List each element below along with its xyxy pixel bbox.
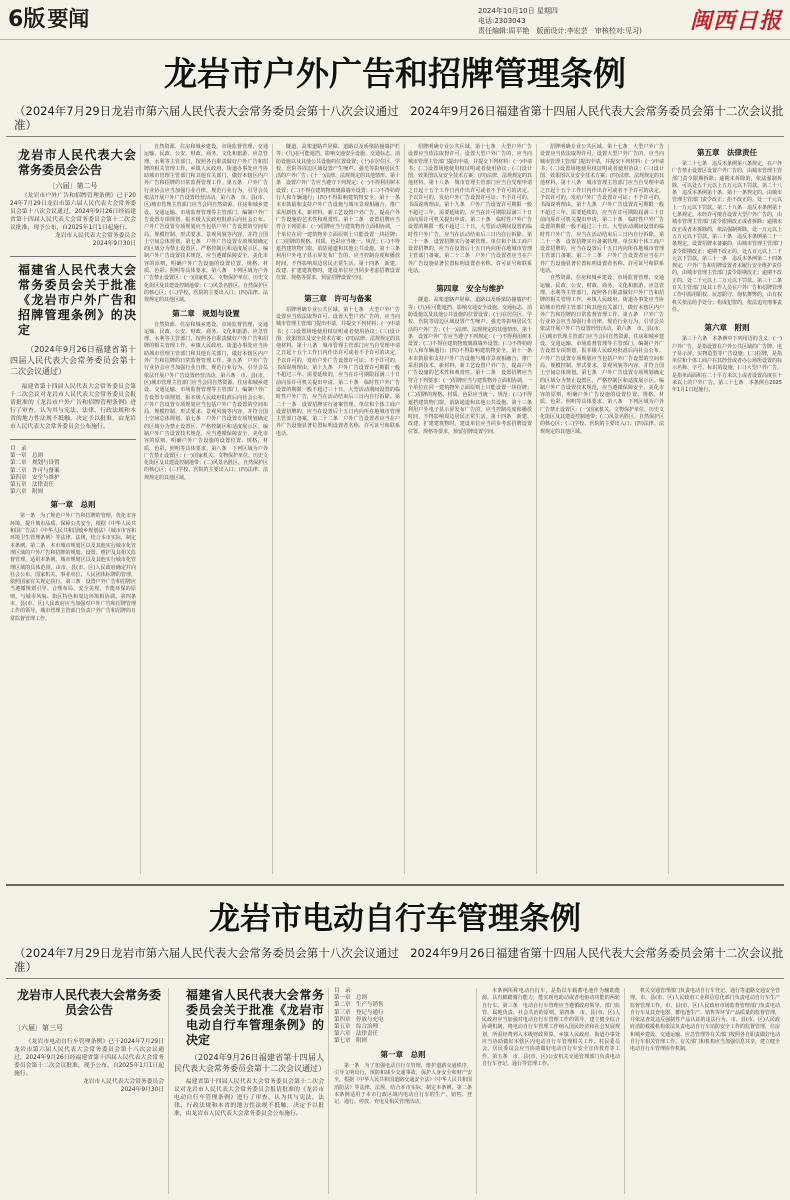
toc-item: 第六章 附则 (10, 489, 44, 496)
column-rule (624, 988, 625, 1194)
chapter-heading: 第六章 附则 (704, 323, 750, 333)
toc-item: 第二章 规划与设置 (10, 460, 60, 467)
decision-title: 福建省人民代表大会常务委员会关于批准《龙岩市户外广告和招牌管理条例》的决定 (18, 263, 136, 337)
article1-col6 (672, 144, 788, 880)
article-text: 隧道、高架道路声屏障、道路以及桥梁防撞墙护栏等；(九)在可能遮挡、影响交通安全设施、交通标志、消防设施以及其他公共设施的位置设置；(十)在居住区、学校、医院等周边区域设置产生噪声、强光等影响居民生活的户外广告；(十一)法律、法规规定的其他情形。第十条 设置户外广告应当遵守下列规定：(一)不得利用树木设置；(二)不得在建筑物玻璃幕墙外设置；(三)不得妨碍行人和车辆通行；(四)不得影响建筑物安全。第十一条 本市鼓励和支持户外广告设施与城市景观相融合，推广采用新技术、新材料、新工艺设置户外广告，提高户外广告设施的艺术性和观赏性。第十二条 设置招牌应当符合下列要求：(一)招牌应当与建筑物外立面相协调，一个单位在同一建筑物外立面原则上只能设置一块招牌；(二)招牌的规格、材质、色彩应当统一、规范；(三)不得遮挡建筑物门窗、消防通道和其他公共设施。第十三条 利用户外电子显示屏发布广告的，应当控制亮度和播放时间，不得影响周边居民正常生活。第十四条 新建、改建、扩建建筑物时，建设单位应当同步考虑招牌设置位置、规格等要求，预留招牌设置空间。 (276, 144, 406, 282)
decision-body: 福建省第十四届人民代表大会常务委员会第十二次会议对龙岩市人民代表大会常务委员会报请批准的《龙岩市户外广告和招牌管理条例》进行了审查，认为其与宪法、法律、行政法规和本省的地方性法规不抵触，决定予以批准，由龙岩市人民代表大会常务委员会公布施行。 (10, 384, 136, 430)
decision-meta: （2024年9月26日福建省第十四届人民代表大会常务委员会第十二次会议通过） (10, 345, 136, 376)
section-divider (6, 884, 784, 886)
notice-title: 龙岩市人民代表大会常务委员会公告 (18, 148, 136, 177)
page-label (8, 6, 89, 33)
header-meta (478, 6, 642, 36)
notice-signature: 龙岩市人民代表大会常务委员会 (54, 233, 136, 239)
column-rule (272, 144, 273, 874)
toc-item: 第一章 总则 (334, 995, 368, 1002)
notice-body: 《龙岩市户外广告和招牌管理条例》已于2024年7月29日龙岩市第六届人民代表大会常务委员会第十八次会议通过，2024年9月26日经福建省第十四届人民代表大会常务委员会第十二次会议批准，现予公布，自2025年1月1日起施行。 (10, 193, 136, 231)
article-text: 自然资源、住房和城乡建设、市场监督管理、交通运输、民政、公安、财政、商务、文化和旅游、应急管理、水利等主管部门，按照各自职责做好户外广告和招牌的相关管理工作。乡镇人民政府、街道办事处应当协助城市管理主管部门和其他有关部门，做好本辖区内户外广告和招牌的日常监督管理工作。第五条 户外广告行业协会应当加强行业自律，规范行业行为，引导会员依法开展户外广告设置经营活动。第六条 市、县(市、区)城市管理主管部门应当会同自然资源、住房和城乡建设、交通运输、市场监督管理等主管部门，编制户外广告设置专项规划，报本级人民政府批准后向社会公布。户外广告设置专项规划应当包括户外广告设置的空间布局、规模控制、形式要求、景观风貌等内容，并符合国土空间总体规划。第七条 户外广告设置专项规划确定的区域分为禁止设置区、严格控制区和适度展示区。编制户外广告设置技术规范，应当遵循保障安全、美化市容的原则，明确户外广告设施的设置位置、规格、材质、色彩、照明等具体要求。第八条 下列区域为户外广告禁止设置区：(一)国家机关、文物保护单位、历史文化街区及其建设控制地带；(二)风景名胜区、自然保护区的核心区；(三)学校、医院的主要出入口；(四)法律、法规规定的其他区域。 (144, 144, 268, 304)
article1-title: 龙岩市户外广告和招牌管理条例 (164, 54, 626, 93)
table-of-contents (334, 988, 472, 1046)
phone: 电话:2303043 (478, 17, 526, 25)
decision-body: 福建省第十四届人民代表大会常务委员会第十二次会议对龙岩市人民代表大会常务委员会报请批准的《龙岩市电动自行车管理条例》进行了审查，认为其与宪法、法律、行政法规和本省的地方性法规不抵触，决定予以批准，由龙岩市人民代表大会常务委员会公布施行。 (174, 1079, 324, 1117)
notice-body: 《龙岩市电动自行车管理条例》已于2024年7月29日龙岩市第六届人民代表大会常务委员会第十八次会议通过，2024年9月26日经福建省第十四届人民代表大会常务委员会第十二次会议批准，现予公布，自2025年1月1日起施行。 (14, 1039, 164, 1077)
column-rule (404, 144, 405, 874)
notice-title: 龙岩市人民代表大会常务委员会公告 (16, 988, 161, 1017)
article-text: 招牌明确专业公共区域。第十七条 大型户外广告设置应当依法取得许可。设置大型户外广告的，应当向城市管理主管部门提出申请，并提交下列材料：(一)申请书；(二)设置场地使用权证明或者使用协议；(三)设计图、效果图以及安全技术方案；(四)法律、法规规定的其他材料。第十八条 城市管理主管部门应当自受理申请之日起十五个工作日内作出许可或者不予许可的决定。予以许可的，发给户外广告设置许可证；不予许可的，书面说明理由。第十九条 户外广告设置许可期限一般不超过三年。需要延续的，应当在许可期限届满三十日前向原许可机关提出申请。第二十条 临时性户外广告设置的期限一般不超过三十日。大型活动期间设置的临时性户外广告，应当在活动结束后三日内自行拆除。第二十一条 设置招牌实行备案管理。单位和个体工商户设置招牌的，应当在设置后十五日内向所在地城市管理主管部门备案。第二十二条 户外广告设置者应当在户外广告设施显著位置标明设置者名称、许可证号和联系电话。 (540, 144, 664, 275)
notice-date: 2024年9月30日 (92, 241, 136, 247)
toc-item: 第四章 停放与充电 (334, 1016, 384, 1023)
chapter-heading: 第四章 安全与维护 (436, 284, 504, 294)
toc-item: 第三章 许可与备案 (10, 467, 60, 474)
toc-item: 第五章 综合治理 (334, 1024, 379, 1031)
page-number: 6版 (8, 7, 46, 32)
article-text: 第一条 为了规范户外广告和招牌的管理，优化市容环境，提升城市品质，保障公共安全，根据《中华人民共和国广告法》《中华人民共和国城乡规划法》《城市市容和环境卫生管理条例》等法律、法规，结合本市实际，制定本条例。第二条 本市城市规划区以及其他实行城市化管理区域的户外广告和招牌的规划、设置、维护及其相关监督管理，适用本条例。城市规划区以及其他实行城市化管理区域的具体范围，由市、县(市、区)人民政府确定并向社会公布。国家机关、事业单位、人民团体标牌的管理，依照国家有关规定执行。第三条 设置户外广告和招牌应当遵循规划引导、合理布局、安全美观、节能环保的原则，与城市风貌、街区特色和周边环境相协调。第四条 市、县(市、区)人民政府应当加强对户外广告和招牌管理工作的领导。城市管理主管部门负责户外广告和招牌的日常监督管理工作。 (10, 513, 142, 622)
article-text: 第一条 为了加强电动自行车管理，维护道路交通秩序，引导文明出行，预防和减少交通事故，保护人身安全和财产安全，根据《中华人民共和国道路交通安全法》《中华人民共和国消防法》等法律、法规，结合本市实际，制定本条例。第二条 本条例适用于本市行政区域内电动自行车的生产、销售、登记、通行、停放、充电及相关管理活动。 (334, 1062, 478, 1106)
toc-item: 第五章 法律责任 (10, 482, 55, 489)
article-text: 自然资源、住房和城乡建设、市场监督管理、交通运输、民政、公安、财政、商务、文化和旅游、应急管理、水利等主管部门，按照各自职责做好户外广告和招牌的相关管理工作。乡镇人民政府、街道办事处应当协助城市管理主管部门和其他有关部门，做好本辖区内户外广告和招牌的日常监督管理工作。第五条 户外广告行业协会应当加强行业自律，规范行业行为，引导会员依法开展户外广告设置经营活动。第六条 市、县(市、区)城市管理主管部门应当会同自然资源、住房和城乡建设、交通运输、市场监督管理等主管部门，编制户外广告设置专项规划，报本级人民政府批准后向社会公布。户外广告设置专项规划应当包括户外广告设置的空间布局、规模控制、形式要求、景观风貌等内容，并符合国土空间总体规划。第七条 户外广告设置专项规划确定的区域分为禁止设置区、严格控制区和适度展示区。编制户外广告设置技术规范，应当遵循保障安全、美化市容的原则，明确户外广告设施的设置位置、规格、材质、色彩、照明等具体要求。第八条 下列区域为户外广告禁止设置区：(一)国家机关、文物保护单位、历史文化街区及其建设控制地带；(二)风景名胜区、自然保护区的核心区；(三)学校、医院的主要出入口；(四)法律、法规规定的其他区域。 (540, 275, 664, 435)
notice-number: 〔六届〕第三号 (14, 1024, 63, 1032)
masthead-logo: 闽西日报 (690, 8, 783, 34)
column-rule (536, 144, 537, 874)
column-rule (476, 988, 477, 1194)
toc-item: 第二章 生产与销售 (334, 1002, 384, 1009)
chapter-heading: 第一章 总则 (50, 500, 96, 510)
article-text: 第三十六条 本条例中下列用语的含义：(一)户外广告，是指设置在户外公共区域的广告牌、电子显示屏、实物造型等广告设施；(二)招牌，是指单位和个体工商户在其经营或者办公场所设置的标示名称、字号、标识的设施；(三)大型户外广告，是指单面面积在二十平方米以上或者设置高度在十米以上的户外广告。第三十七条 本条例自2025年1月1日起施行。 (672, 336, 783, 394)
article1-col5 (540, 144, 664, 880)
decision-title: 福建省人民代表大会常务委员会关于批准《龙岩市电动自行车管理条例》的决定 (186, 988, 324, 1047)
article-text: 招牌明确专业公共区域。第十七条 大型户外广告设置应当依法取得许可。设置大型户外广告的，应当向城市管理主管部门提出申请，并提交下列材料：(一)申请书；(二)设置场地使用权证明或者使用协议；(三)设计图、效果图以及安全技术方案；(四)法律、法规规定的其他材料。第十八条 城市管理主管部门应当自受理申请之日起十五个工作日内作出许可或者不予许可的决定。予以许可的，发给户外广告设置许可证；不予许可的，书面说明理由。第十九条 户外广告设置许可期限一般不超过三年。需要延续的，应当在许可期限届满三十日前向原许可机关提出申请。第二十条 临时性户外广告设置的期限一般不超过三十日。大型活动期间设置的临时性户外广告，应当在活动结束后三日内自行拆除。第二十一条 设置招牌实行备案管理。单位和个体工商户设置招牌的，应当在设置后十五日内向所在地城市管理主管部门备案。第二十二条 户外广告设置者应当在户外广告设施显著位置标明设置者名称、许可证号和联系电话。 (408, 144, 532, 275)
article-text: 隧道、高架道路声屏障、道路以及桥梁防撞墙护栏等；(九)在可能遮挡、影响交通安全设施、交通标志、消防设施以及其他公共设施的位置设置；(十)在居住区、学校、医院等周边区域设置产生噪声、强光等影响居民生活的户外广告；(十一)法律、法规规定的其他情形。第十条 设置户外广告应当遵守下列规定：(一)不得利用树木设置；(二)不得在建筑物玻璃幕墙外设置；(三)不得妨碍行人和车辆通行；(四)不得影响建筑物安全。第十一条 本市鼓励和支持户外广告设施与城市景观相融合，推广采用新技术、新材料、新工艺设置户外广告，提高户外广告设施的艺术性和观赏性。第十二条 设置招牌应当符合下列要求：(一)招牌应当与建筑物外立面相协调，一个单位在同一建筑物外立面原则上只能设置一块招牌；(二)招牌的规格、材质、色彩应当统一、规范；(三)不得遮挡建筑物门窗、消防通道和其他公共设施。第十三条 利用户外电子显示屏发布广告的，应当控制亮度和播放时间，不得影响周边居民正常生活。第十四条 新建、改建、扩建建筑物时，建设单位应当同步考虑招牌设置位置、规格等要求，预留招牌设置空间。 (408, 297, 538, 435)
article2-col3 (334, 988, 478, 1194)
notice-signature: 龙岩市人民代表大会常务委员会 (82, 1079, 164, 1085)
editors: 责任编辑:周平艳 版面设计:李宏芸 审核校对:见习) (478, 27, 642, 35)
chapter-heading: 第五章 法律责任 (697, 148, 757, 157)
notice-number: 〔六届〕第二号 (48, 182, 98, 190)
column-rule (668, 144, 669, 874)
toc-item: 第七章 附则 (334, 1038, 368, 1045)
divider (6, 136, 784, 137)
article2-title: 龙岩市电动自行车管理条例 (209, 901, 581, 937)
article1-subtitle: （2024年7月29日龙岩市第六届人民代表大会常务委员会第十八次会议通过 2024年9月26日福建省第十四届人民代表大会常务委员会第十二次会议批准） (14, 104, 784, 132)
column-rule (140, 144, 141, 874)
table-of-contents (10, 439, 136, 496)
article1-col2 (144, 144, 268, 880)
article-text: 本条例所称电动自行车，是指以车载蓄电池作为辅助能源，具有脚踏骑行能力，能实现电助动或者电驱动功能的两轮自行车。第三条 电动自行车管理应当遵循政府领导、部门监管、属地负责、社会共治的原则。第四条 市、县(市、区)人民政府应当加强对电动自行车管理工作的领导，建立健全综合协调机制，将电动自行车管理工作纳入国民经济和社会发展规划，所需经费列入本级财政预算。乡镇人民政府、街道办事处应当协助做好本辖区内电动自行车管理相关工作。村民委员会、居民委员会应当协助做好电动自行车安全宣传教育等工作。第五条 市、县(市、区)公安机关交通管理部门负责电动自行车登记、通行等管理工作。 (482, 988, 620, 1067)
issue-date: 2024年10月10日 星期四 (478, 7, 558, 15)
toc-item: 第一章 总则 (10, 453, 44, 460)
toc-label: 目 录 (334, 988, 351, 994)
notice-date: 2024年9月30日 (120, 1087, 164, 1093)
divider (6, 978, 784, 979)
page-header (0, 0, 790, 40)
article-text: 招牌明确专业公共区域。第十七条 大型户外广告设置应当依法取得许可。设置大型户外广告的，应当向城市管理主管部门提出申请，并提交下列材料：(一)申请书；(二)设置场地使用权证明或者使用协议；(三)设计图、效果图以及安全技术方案；(四)法律、法规规定的其他材料。第十八条 城市管理主管部门应当自受理申请之日起十五个工作日内作出许可或者不予许可的决定。予以许可的，发给户外广告设置许可证；不予许可的，书面说明理由。第十九条 户外广告设置许可期限一般不超过三年。需要延续的，应当在许可期限届满三十日前向原许可机关提出申请。第二十条 临时性户外广告设置的期限一般不超过三十日。大型活动期间设置的临时性户外广告，应当在活动结束后三日内自行拆除。第二十一条 设置招牌实行备案管理。单位和个体工商户设置招牌的，应当在设置后十五日内向所在地城市管理主管部门备案。第二十二条 户外广告设置者应当在户外广告设施显著位置标明设置者名称、许可证号和联系电话。 (276, 306, 400, 437)
article2-col4 (482, 988, 620, 1194)
toc-item: 第四章 安全与维护 (10, 474, 60, 481)
article2-subtitle: （2024年7月29日龙岩市第六届人民代表大会常务委员会第十八次会议通过 2024年9月26日福建省第十四届人民代表大会常务委员会第十二次会议批准） (14, 946, 784, 974)
article2-notice (14, 988, 164, 1194)
section-name: 要闻 (47, 7, 90, 31)
decision-box (10, 256, 136, 431)
toc-item: 第六章 法律责任 (334, 1031, 379, 1038)
article1-col4 (408, 144, 538, 880)
article2-decision (174, 988, 324, 1194)
chapter-heading: 第一章 总则 (380, 1049, 426, 1059)
article-text: 第二十七条 违反本条例第八条规定，在户外广告禁止设置区设置户外广告的，由城市管理主管部门责令限期拆除；逾期未拆除的，依法强制拆除，可以处五千元以上五万元以下罚款。第二十八条 违反本条例第十条、第十一条规定的，由城市管理主管部门责令改正；拒不改正的，处一千元以上一万元以下罚款。第二十九条 违反本条例第十七条规定，未经许可擅自设置大型户外广告的，由城市管理主管部门责令限期改正或者拆除；逾期未改正或者未拆除的，依法强制拆除，处一万元以上五万元以下罚款。第三十条 违反本条例第二十一条规定，设置招牌未备案的，由城市管理主管部门责令限期改正；逾期不改正的，处五百元以上二千元以下罚款。第三十一条 违反本条例第二十四条规定，户外广告和招牌设置者未履行安全维护责任的，由城市管理主管部门责令限期改正；逾期不改正的，处二千元以上二万元以下罚款。第三十二条 有关主管部门及其工作人员在户外广告和招牌管理工作中滥用职权、玩忽职守、徇私舞弊的，由有权机关依法给予处分；构成犯罪的，依法追究刑事责任。 (672, 161, 788, 313)
toc-label: 目 录 (10, 446, 27, 452)
column-rule (328, 988, 329, 1194)
toc-item: 第三章 登记与通行 (334, 1009, 384, 1016)
article-text: 自然资源、住房和城乡建设、市场监督管理、交通运输、民政、公安、财政、商务、文化和旅游、应急管理、水利等主管部门，按照各自职责做好户外广告和招牌的相关管理工作。乡镇人民政府、街道办事处应当协助城市管理主管部门和其他有关部门，做好本辖区内户外广告和招牌的日常监督管理工作。第五条 户外广告行业协会应当加强行业自律，规范行业行为，引导会员依法开展户外广告设置经营活动。第六条 市、县(市、区)城市管理主管部门应当会同自然资源、住房和城乡建设、交通运输、市场监督管理等主管部门，编制户外广告设置专项规划，报本级人民政府批准后向社会公布。户外广告设置专项规划应当包括户外广告设置的空间布局、规模控制、形式要求、景观风貌等内容，并符合国土空间总体规划。第七条 户外广告设置专项规划确定的区域分为禁止设置区、严格控制区和适度展示区。编制户外广告设置技术规范，应当遵循保障安全、美化市容的原则，明确户外广告设施的设置位置、规格、材质、色彩、照明等具体要求。第八条 下列区域为户外广告禁止设置区：(一)国家机关、文物保护单位、历史文化街区及其建设控制地带；(二)风景名胜区、自然保护区的核心区；(三)学校、医院的主要出入口；(四)法律、法规规定的其他区域。 (144, 321, 268, 481)
article1-col3 (276, 144, 406, 880)
chapter-heading: 第三章 许可与备案 (304, 293, 372, 303)
article2-col5 (630, 988, 780, 1194)
chapter-heading: 第二章 规划与设置 (172, 308, 240, 318)
article-text: 机关交通管理部门负责电动自行车登记、通行等道路交通安全管理。市、县(市、区)人民政府工业和信息化部门负责电动自行车生产监督管理工作。市、县(市、区)人民政府市场监督管理部门负责电动自行车及其充电器、蓄电池生产、销售等环节产品质量的监督管理，并依法查处违反强制性产品认证的违法行为。市、县(市、区)人民政府消防救援机构依法负责电动自行车消防安全工作的监督管理，住房和城乡建设、交通运输、应急管理等有关部门按照各自职责做好电动自行车相关管理工作。有关部门和机构应当加强信息共享，建立健全电动自行车管理协作机制。 (630, 988, 781, 1053)
article1-col1 (10, 144, 142, 880)
decision-meta: （2024年9月26日福建省第十四届人民代表大会常务委员会第十二次会议通过） (174, 1053, 326, 1073)
column-rule (168, 988, 169, 1194)
